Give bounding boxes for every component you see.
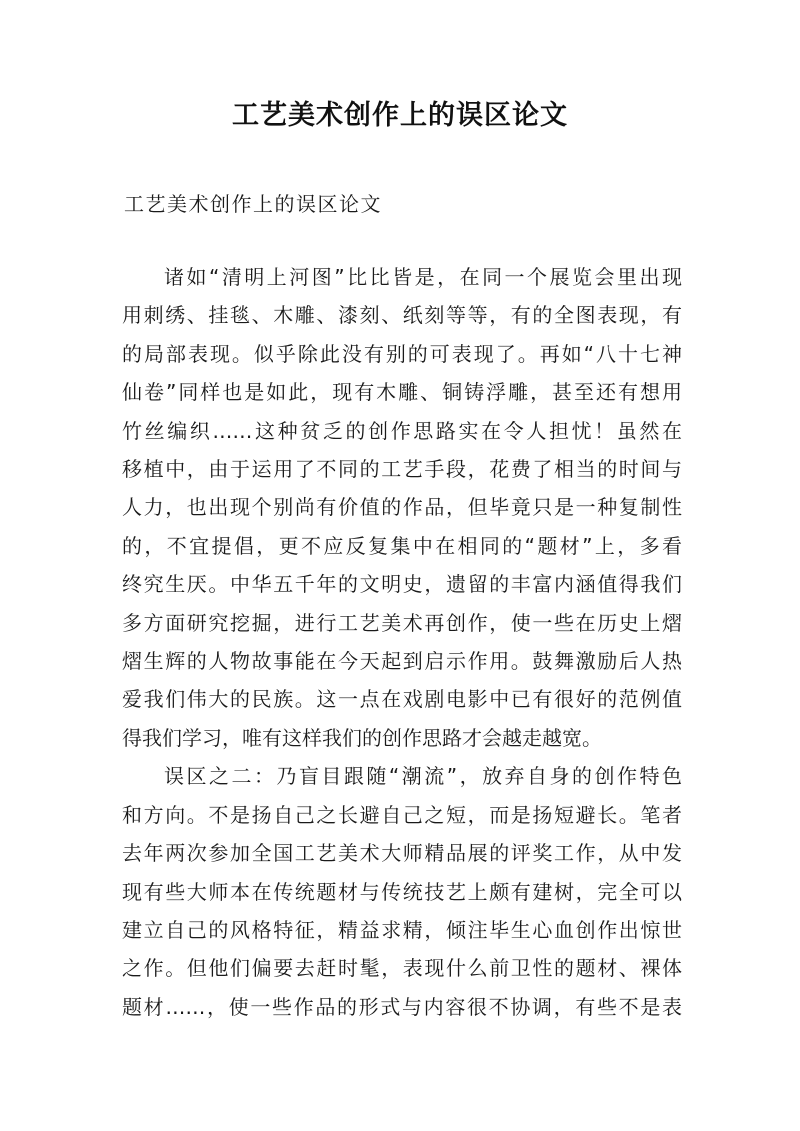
text-line: 竹丝编织……这种贫乏的创作思路实在令人担忧！虽然在: [122, 418, 682, 443]
text-line: 人力，也出现个别尚有价值的作品，但毕竟只是一种复制性: [122, 495, 682, 520]
document-title: 工艺美术创作上的误区论文: [232, 100, 568, 131]
text-line: 诸如“清明上河图”比比皆是，在同一个展览会里出现: [164, 265, 682, 289]
paragraph-2: [122, 757, 682, 1026]
text-line: 的局部表现。似乎除此没有别的可表现了。再如“八十七神: [122, 341, 682, 366]
text-line: 误区之二：乃盲目跟随“潮流”，放弃自身的创作特色: [164, 764, 682, 789]
document-body: [122, 258, 682, 1026]
text-line: 终究生厌。中华五千年的文明史，遗留的丰富内涵值得我们: [122, 572, 682, 597]
text-line: 仙卷”同样也是如此，现有木雕、铜铸浮雕，甚至还有想用: [122, 380, 682, 405]
document-subtitle: 工艺美术创作上的误区论文: [124, 192, 382, 216]
text-line: 多方面研究挖掘，进行工艺美术再创作，使一些在历史上熠: [122, 610, 682, 635]
text-line: 建立自己的风格特征，精益求精，倾注毕生心血创作出惊世: [122, 917, 682, 942]
paragraph-1: [122, 258, 682, 757]
text-line: 之作。但他们偏要去赶时髦，表现什么前卫性的题材、裸体: [122, 956, 682, 981]
text-line-last: 得我们学习，唯有这样我们的创作思路才会越走越宽。: [122, 725, 602, 750]
text-line: 去年两次参加全国工艺美术大师精品展的评奖工作，从中发: [122, 841, 682, 866]
text-line: 移植中，由于运用了不同的工艺手段，花费了相当的时间与: [122, 457, 682, 482]
text-line: 的，不宜提倡，更不应反复集中在相同的“题材”上，多看: [122, 533, 682, 558]
text-line: 熠生辉的人物故事能在今天起到启示作用。鼓舞激励后人热: [122, 649, 682, 674]
text-line: 题材……，使一些作品的形式与内容很不协调，有些不是表: [122, 994, 682, 1019]
text-line: 现有些大师本在传统题材与传统技艺上颇有建树，完全可以: [122, 879, 682, 904]
text-line: 和方向。不是扬自己之长避自己之短，而是扬短避长。笔者: [122, 802, 682, 827]
text-line: 爱我们伟大的民族。这一点在戏剧电影中已有很好的范例值: [122, 687, 682, 712]
text-line: 用刺绣、挂毯、木雕、漆刻、纸刻等等，有的全图表现，有: [122, 303, 682, 328]
